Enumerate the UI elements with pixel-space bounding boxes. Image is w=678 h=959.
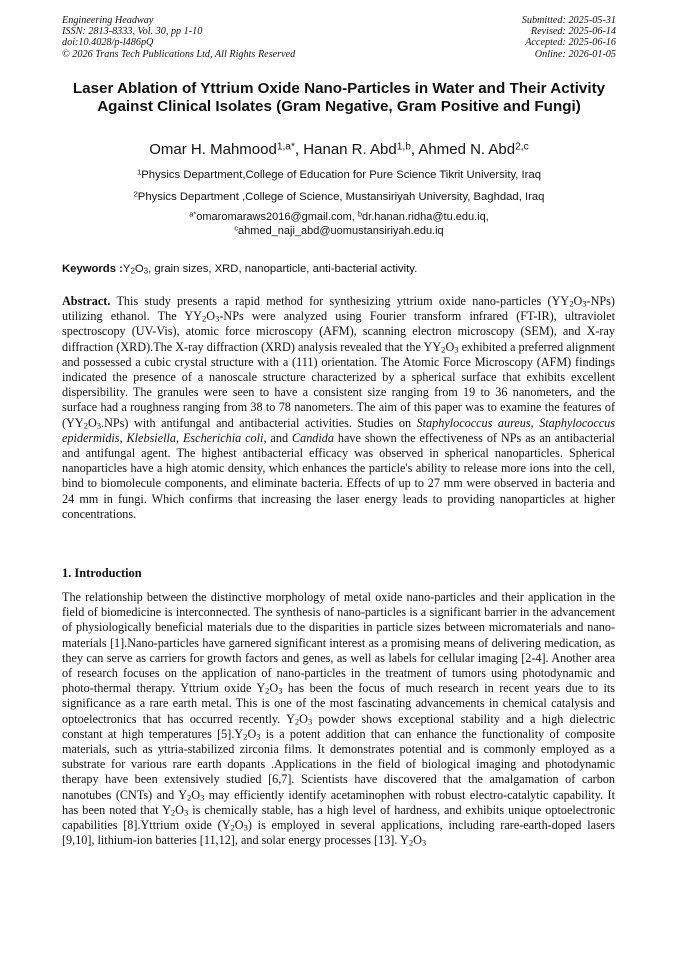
email-link[interactable]: omaromaraws2016@gmail.com, xyxy=(196,211,355,223)
accepted-date: Accepted: 2025-06-16 xyxy=(525,37,616,49)
article-doi: doi:10.4028/p-l486pQ xyxy=(62,37,154,49)
author-list: Omar H. Mahmood$^{1,a*}$, Hanan R. Abd$^{1,b}$, Ahmed N. Abd$^{2,c}$ xyxy=(149,141,529,158)
keywords-label: Keywords : xyxy=(62,263,123,275)
author-name: Hanan R. Abd xyxy=(303,141,397,158)
abstract-label: Abstract. xyxy=(62,294,111,308)
author-emails: $^{a*}$omaromaraws2016@gmail.com, $^b$dr.hanan.ridha@tu.edu.iq, $^c$ahmed_naji_abd@uomustansiriyah.edu.iq xyxy=(189,209,489,237)
author-name: Ahmed N. Abd xyxy=(418,141,516,158)
author-affiliation-mark: 1,b xyxy=(396,141,411,153)
email-link[interactable]: ahmed_naji_abd@uomustansiriyah.edu.iq xyxy=(238,225,444,237)
author-affiliation-mark: 1,a* xyxy=(276,141,295,153)
affiliation-1: $^1$Physics Department,College of Education for Pure Science Tikrit University, Iraq xyxy=(136,167,542,181)
abstract: Abstract. This study presents a rapid method for synthesizing yttrium oxide nano-particles $(YY_2O_3-NPs)$ utilizing ethanol. The $YY_2O_3$-NPs were analyzed using Fourier transform infrared (FT-IR), ultraviolet spectroscopy (UV-Vis), atomic force microscopy (AFM), scanning electron microscopy (SEM), and X-ray diffraction (XRD).The X-ray diffraction (XRD) analysis revealed that the $YY_2O_3$ exhibited a preferred alignment and possessed a cubic crystal structure with a (111) orientation. The Atomic Force Microscopy (AFM) findings indicated the presence of a nanoscale structure characterized by a spherical surface that exhibits excellent dispersibility. The granules were seen to have a consistent size ranging from 19 to 36 nanometers, and the surface had a roughness ranging from 38 to 78 nanometers. The aim of this paper was to examine the features of $(YY_2O_3.NPs)$ with antifungal and antibacterial activities. Studies on Staphylococcus aureus, Staphylococcus epidermidis, Klebsiella, Escherichia coli, and Candida have shown the effectiveness of NPs as an antibacterial and antifungal agent. The highest antibacterial efficacy was observed in spherical nanoparticles. Spherical nanoparticles have a high atomic density, which enhances the particle's ability to release more ions into the cell, bind to biomolecule components, and eliminate bacteria. Effects of up to 27 mm were observed in bacteria and 24 mm in fungi. Which confirms that increasing the laser energy leads to providing nanoparticles at higher concentrations. xyxy=(62,294,616,521)
submitted-date: Submitted: 2025-05-31 xyxy=(521,15,616,26)
journal-issn: ISSN: 2813-8333, Vol. 30, pp 1-10 xyxy=(62,26,203,38)
introduction-body: The relationship between the distinctive morphology of metal oxide nano-particles and their application in the field of biomedicine is interconnected. The synthesis of nano-particles is a significant barrier in the advancement of physiologically beneficial materials due to the disparities in particle sizes between micromaterials and nano-materials [1].Nano-particles have garnered significant interest as a promising means of delivering medication, as they can serve as carriers for growth factors and genes, as well as labels for cellular imaging [2-4]. Another area of research focuses on the application of nano-particles in the treatment of tumors using photodynamic and photo-thermal therapy. Yttrium oxide Y2O3 has been the focus of much research in recent years due to its significance as a rare earth metal. This is one of the most fascinating advancements in chemical catalysis and optoelectronics that has occurred recently. Y2O3 powder shows exceptional stability and a high dielectric constant at high temperatures [5].Y2O3 is a potent addition that can enhance the functionality of composite materials, such as yttria-stabilized zirconia films. It demonstrates potential and is commonly employed as a substrate for various rare earth dopants .Applications in the field of biological imaging and photodynamic therapy have been extensively studied [6,7]. Scientists have discovered that the amalgamation of carbon nanotubes (CNTs) and Y2O3 may efficiently identify acetaminophen with robust electro-catalytic capability. It has been noted that Y2O3 is chemically stable, has a high level of hardness, and exhibits unique optoelectronic capabilities [8].Yttrium oxide (Y2O3) is employed in several applications, including rare-earth-doped lasers [9,10], lithium-ion batteries [11,12], and solar energy processes [13]. Y2O3 xyxy=(62,590,615,848)
journal-header-left xyxy=(62,15,295,60)
paper-title: Laser Ablation of Yttrium Oxide Nano-Particles in Water and Their Activity Against Clinical Isolates (Gram Negative, Gram Positive and Fungi) xyxy=(72,80,606,115)
email-link[interactable]: dr.hanan.ridha@tu.edu.iq, xyxy=(362,211,489,223)
journal-header-right xyxy=(522,15,616,60)
keywords: Keywords $:Y_2O_3$, grain sizes, XRD, nanoparticle, anti-bacterial activity. xyxy=(62,263,418,276)
copyright-notice: © 2026 Trans Tech Publications Ltd, All Rights Reserved xyxy=(62,48,296,60)
online-date: Online: 2026-01-05 xyxy=(534,48,616,60)
affiliation-2: $^2$Physics Department ,College of Science, Mustansiriyah University, Baghdad, Iraq xyxy=(133,189,545,203)
section-heading-introduction: 1. Introduction xyxy=(62,566,142,580)
revised-date: Revised: 2025-06-14 xyxy=(530,26,616,38)
author-affiliation-mark: 2,c xyxy=(515,141,529,153)
author-name: Omar H. Mahmood xyxy=(149,141,277,158)
journal-name: Engineering Headway xyxy=(62,15,154,26)
